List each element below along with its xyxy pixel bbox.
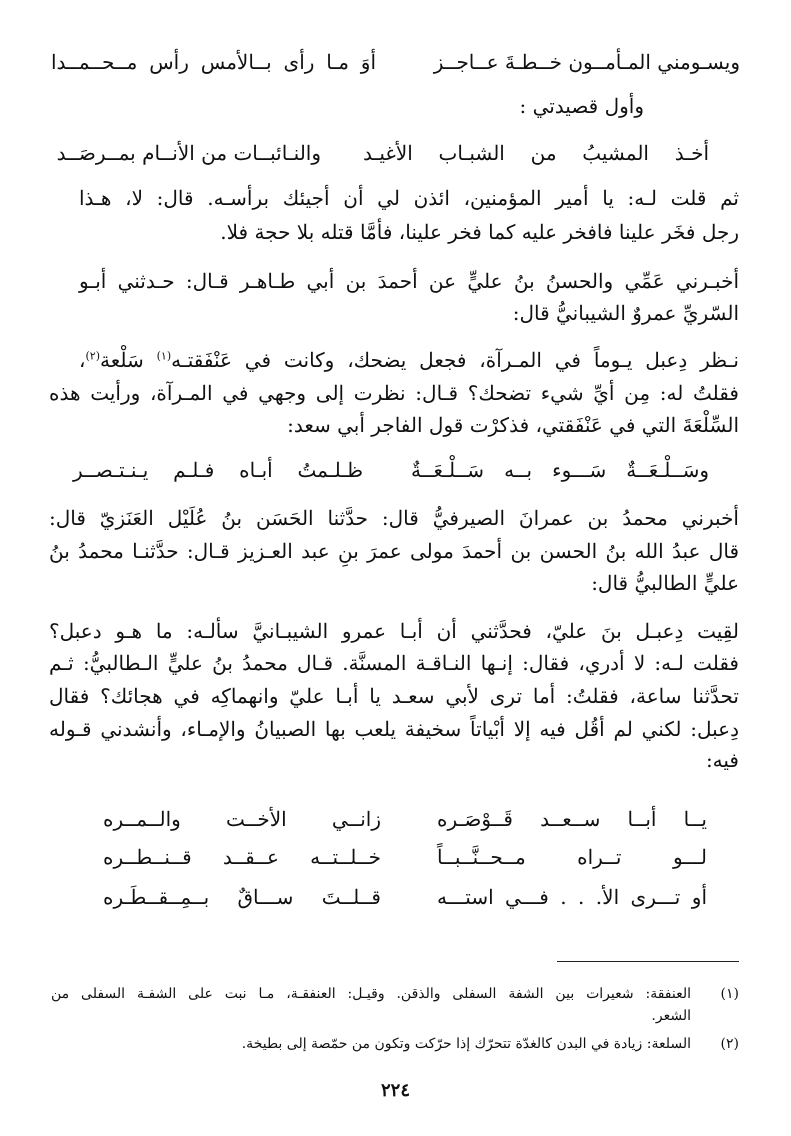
footnote-1-line-1: العنفقة: شعيرات بين الشفة السفلى والذقن. وقيـل: العنفقـة، مـا نبت على الشفـة السفلى من <box>51 986 691 1002</box>
paragraph-1-line-1: ثم قلت لـه: يا أمير المؤمنين، ائذن لي أن أجيئك برأسـه. قال: لا، هـذا <box>79 186 739 210</box>
poem-verse-2-left: خــلــتــه عــقــد قــنــطــره <box>103 845 381 869</box>
paragraph-4-line-1: أخبرني محمدُ بن عمرانَ الصيرفيُّ قال: حدَّثنا الحَسَن بنُ عُلَيْل العَنَزيّ قال: <box>49 506 739 530</box>
verse2-left-hemistich: والنـائبــات من الأنــام بمــرصَــد <box>56 141 321 165</box>
poem-verse-1-right: يــا أبــا ســعــد قَــوْصَـره <box>437 807 707 831</box>
paragraph-1-line-2: رجل فخَر علينا فافخر عليه كما فخر علينا، فأمَّا قتله بلا حجة فلا. <box>220 220 739 244</box>
footnote-1 <box>0 983 791 1027</box>
poem-verse-2-right: لـــو تــراه مــحــنَّــبــاً <box>437 845 707 869</box>
paragraph-4-line-2: قال عبدُ الله بنُ الحسن بن أحمدَ مولى عمرَ بنِ عبد العـزيز قـال: حدَّثنـا محمدُ بنُ <box>49 539 739 563</box>
verse1-left-hemistich: أوَ مـا رأى بــالأمس رأس مــحــمــدا <box>51 50 376 74</box>
paragraph-2-line-2: السّريِّ عمروٌ الشيبانيُّ قال: <box>512 301 739 325</box>
verse3-left-hemistich: ظـلـمتُ أبـاه فـلـم يـنـتـصــر <box>73 458 363 482</box>
footnote-2 <box>0 1033 791 1055</box>
poem-verse-3-right: أو تـــرى الأ. . . فـــي استـــه <box>437 885 707 909</box>
paragraph-3-line-1 <box>79 345 739 375</box>
paragraph-3-line-1-comma: ، <box>79 348 86 372</box>
page-number: ٢٢٤ <box>380 1080 410 1101</box>
verse1-right-hemistich: ويسـومني المـأمــون خــطـةَ عــاجــز <box>433 50 740 74</box>
footnote-1-number: (١) <box>720 986 739 1002</box>
paragraph-3-line-1-text: نـظر دِعبل يـوماً في المـرآة، فجعل يضحك، وكانت في عَنْفَقتـه <box>171 348 739 372</box>
paragraph-2-line-1: أخبـرني عَمِّي والحسنُ بنُ عليٍّ عن أحمدَ بن أبي طـاهـر قـال: حـدثني أبـو <box>79 269 739 293</box>
paragraph-5-line-3: تحدَّثنا ساعة، فقلتُ: أما ترى لأبي سعـد يا أبـا عليّ وانهماكِه في هجائك؟ فقال <box>49 684 739 708</box>
paragraph-3-line-2: فقلتُ له: مِن أيِّ شيء تضحك؟ قـال: نظرت إلى وجهي في المـرآة، ورأيت هذه <box>49 381 739 405</box>
footnote-2-number: (٢) <box>720 1036 739 1052</box>
paragraph-3-line-3: السِّلْعَةَ التي في عَنْفَقتي، فذكرْت قول الفاجر أبي سعد: <box>287 413 739 437</box>
first-poem-intro: وأول قصيدتي : <box>519 94 644 118</box>
poem-verse-1-left: زانــي الأخــت والــمــره <box>103 807 381 831</box>
paragraph-5-line-2: فقلت لـه: لا أدري، فقال: إنـها النـاقـة المسنَّة. قـال محمدُ بنُ عليٍّ الـطالبيُّ: ثـم <box>49 651 739 675</box>
footnote-2-line-1: السلعة: زيادة في البدن كالغدّة تتحرّك إذا حرّكت وتكون من حمّصة إلى بطيخة. <box>241 1036 691 1052</box>
footnote-1-line-2: الشعر. <box>651 1008 691 1024</box>
footnote-1-reference[interactable]: (١) <box>156 349 172 363</box>
paragraph-5-line-4: دِعبل: لكني لم أقُل فيه إلا أبْياتاً سخيفة يلعب بها الصبيانُ والإمـاء، وأنشدني قـوله <box>49 717 739 741</box>
poem-verse-3-left: قــلــتَ ســـاقٌ بــمِــقــطَـره <box>103 885 381 909</box>
paragraph-5-line-1: لقِيت دِعبـل بنَ عليّ، فحدَّثني أن أبـا عمرو الشيبـانيَّ سألـه: ما هـو دعبل؟ <box>49 619 739 643</box>
verse2-right-hemistich: أخـذ المشيبُ من الشبـاب الأغيـد <box>363 141 709 165</box>
paragraph-4-line-3: عليٍّ الطالبيُّ قال: <box>591 571 739 595</box>
footnote-2-reference[interactable]: (٢) <box>85 349 100 363</box>
footnote-separator <box>557 961 739 962</box>
paragraph-5-line-5: فيه: <box>705 748 739 772</box>
paragraph-3-line-1-word: سَلْعة <box>99 348 157 372</box>
verse3-right-hemistich: وسَــلْـعَــةٌ سَـــوء بــه سَــلْـعَــةٌ <box>411 458 709 482</box>
